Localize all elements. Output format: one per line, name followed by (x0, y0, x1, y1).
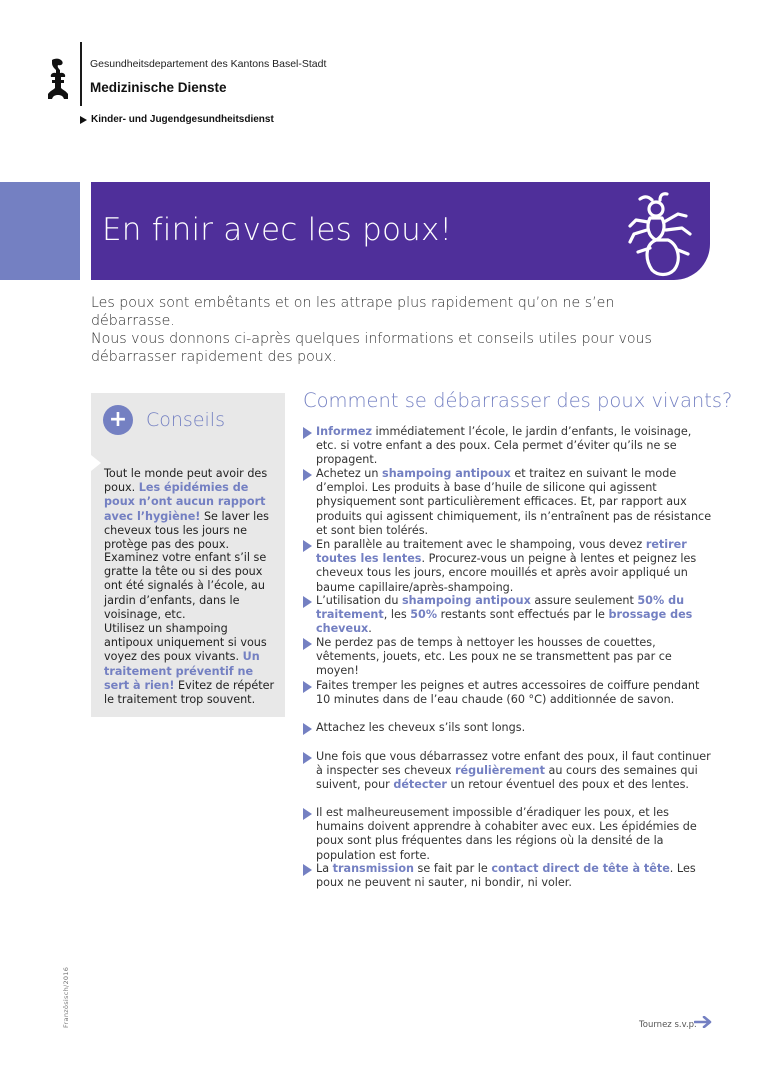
bullet-text: Une fois que vous débarrassez votre enfant des poux, il faut continuer à inspecter ses cheveux (316, 750, 711, 778)
bullet-highlight: brossage des cheveux (316, 608, 693, 636)
page-title: En finir avec les poux! (102, 212, 453, 248)
list-item (303, 750, 713, 793)
section-title: Comment se débarrasser des poux vivants? (303, 389, 733, 412)
bullet-highlight: transmission (332, 862, 414, 875)
intro-text (91, 294, 691, 366)
bullet-highlight: détecter (393, 778, 447, 792)
list-item (303, 679, 713, 707)
bullet-highlight: shampoing antipoux (382, 467, 511, 480)
conseils-title: Conseils (146, 409, 225, 431)
bullet-text: La (316, 862, 333, 875)
bullet-highlight: retirer toutes les lentes (316, 538, 687, 566)
conseils-paragraph-1 (104, 467, 276, 552)
department-name: Gesundheitsdepartement des Kantons Basel-Stadt (90, 58, 327, 70)
list-item (303, 862, 713, 890)
title-banner (91, 182, 710, 280)
conseils-p3-rest: Evitez de répéter le traitement trop souvent. (104, 678, 275, 707)
bullet-highlight: régulièrement (455, 764, 545, 778)
conseils-p3-text: Utilisez un shampoing antipoux uniquement si vous voyez des poux vivants. (104, 622, 267, 664)
triangle-bullet-icon (303, 540, 312, 552)
list-item (303, 806, 713, 863)
conseils-p3-highlight: Un traitement préventif ne sert à rien! (104, 650, 260, 692)
bullet-text: immédiatement l’école, le jardin d’enfants, le voisinage, etc. si votre enfant a des poux. Cela permet d’éviter qu’ils ne se propagent. (316, 425, 692, 467)
bullet-text: , les (383, 608, 411, 622)
conseils-panel (91, 393, 285, 717)
document-code: Französisch/2016 (62, 966, 70, 1028)
list-item (303, 721, 713, 735)
subservice-row (80, 114, 274, 125)
plus-icon: + (103, 405, 133, 435)
triangle-bullet-icon (303, 638, 312, 650)
bullet-text: se fait par le (414, 862, 492, 875)
triangle-bullet-icon (303, 469, 312, 481)
list-item (303, 594, 713, 637)
bullet-text: assure seulement (530, 594, 638, 607)
bullet-highlight: 50% du traitement (316, 594, 685, 622)
triangle-bullet-icon (303, 427, 312, 439)
bullet-text: et traitez en suivant le mode d’emploi. Les produits à base d’huile de silicone qui agissent physiquement sont particulièrement efficaces. Et, par rapport aux produits qui agissent chimiquement, ils n’entraînent pas de résistance et sont bien tolérés. (316, 467, 712, 537)
bullet-highlight: contact direct de tête à tête (491, 862, 670, 875)
banner-side-block (0, 182, 80, 280)
header-divider (80, 42, 82, 106)
service-name: Medizinische Dienste (90, 80, 227, 95)
triangle-bullet-icon (303, 808, 312, 820)
bullet-text: . Procurez-vous un peigne à lentes et peignez les cheveux tous les jours, encore mouillés et après avoir appliqué un baume capillaire/après-shampoing. (316, 552, 697, 594)
louse-icon (626, 192, 698, 278)
conseils-p1-highlight: Les épidémies de poux n’ont aucun rapport avec l’hygiène! (104, 481, 266, 523)
conseils-paragraph-2: Examinez votre enfant s’il se gratte la tête ou si des poux ont été signalés à l’école, au jardin d’enfants, dans le voisinage, etc. (104, 551, 267, 621)
triangle-bullet-icon (303, 723, 312, 735)
triangle-bullet-icon (80, 116, 87, 124)
list-item (303, 467, 713, 538)
bullet-text: Ne perdez pas de temps à nettoyer les housses de couettes, vêtements, jouets, etc. Les poux ne se transmettent pas par ce moyen! (316, 636, 672, 678)
bullet-highlight: Informez (316, 425, 372, 438)
bullet-text: Faites tremper les peignes et autres accessoires de coiffure pendant 10 minutes dans de l’eau chaude (60 °C) additionnée de savon. (316, 679, 700, 707)
bullet-text: Il est malheureusement impossible d’éradiquer les poux, et les humains doivent apprendre à cohabiter avec eux. Les épidémies de poux sont plus fréquentes dans les régions où la densité de la population est forte. (316, 806, 697, 862)
triangle-bullet-icon (303, 752, 312, 764)
bullet-text: au cours des semaines qui suivent, pour (316, 764, 698, 792)
basel-staff-logo-icon (46, 58, 72, 100)
bullet-text: Attachez les cheveux s’ils sont longs. (316, 721, 526, 734)
triangle-bullet-icon (303, 864, 312, 876)
turn-page-text: Tournez s.v.p. (639, 1020, 697, 1030)
triangle-bullet-icon (303, 681, 312, 693)
bullet-text: restants sont effectués par le (437, 608, 609, 622)
list-item (303, 538, 713, 595)
bullet-highlight: shampoing antipoux (402, 594, 531, 607)
intro-line-2: Nous vous donnons ci-après quelques informations et conseils utiles pour vous débarrasser rapidement des poux. (91, 331, 652, 365)
conseils-p1-text: Tout le monde peut avoir des poux. (104, 467, 268, 495)
bullet-highlight: 50% (410, 608, 438, 622)
intro-line-1: Les poux sont embêtants et on les attrape plus rapidement qu’on ne s’en débarrasse. (91, 295, 615, 329)
conseils-paragraph-3 (104, 622, 276, 707)
arrow-right-icon (694, 1016, 712, 1028)
bullet-text: L’utilisation du (316, 594, 403, 607)
triangle-bullet-icon (303, 596, 312, 608)
conseils-header (91, 393, 285, 449)
bullet-text: . (368, 622, 372, 636)
list-item (303, 425, 713, 468)
bullet-text: En parallèle au traitement avec le shampoing, vous devez (316, 538, 646, 551)
conseils-p1-rest: Se laver les cheveux tous les jours ne protège pas des poux. (104, 509, 269, 552)
bullet-text: . Les poux ne peuvent ni sauter, ni bondir, ni voler. (316, 862, 696, 890)
bullet-text: Achetez un (316, 467, 383, 480)
panel-notch-1 (91, 455, 101, 471)
subservice-name: Kinder- und Jugendgesundheitsdienst (91, 114, 274, 125)
bullet-text: un retour éventuel des poux et des lentes. (446, 778, 689, 792)
list-item (303, 636, 713, 679)
